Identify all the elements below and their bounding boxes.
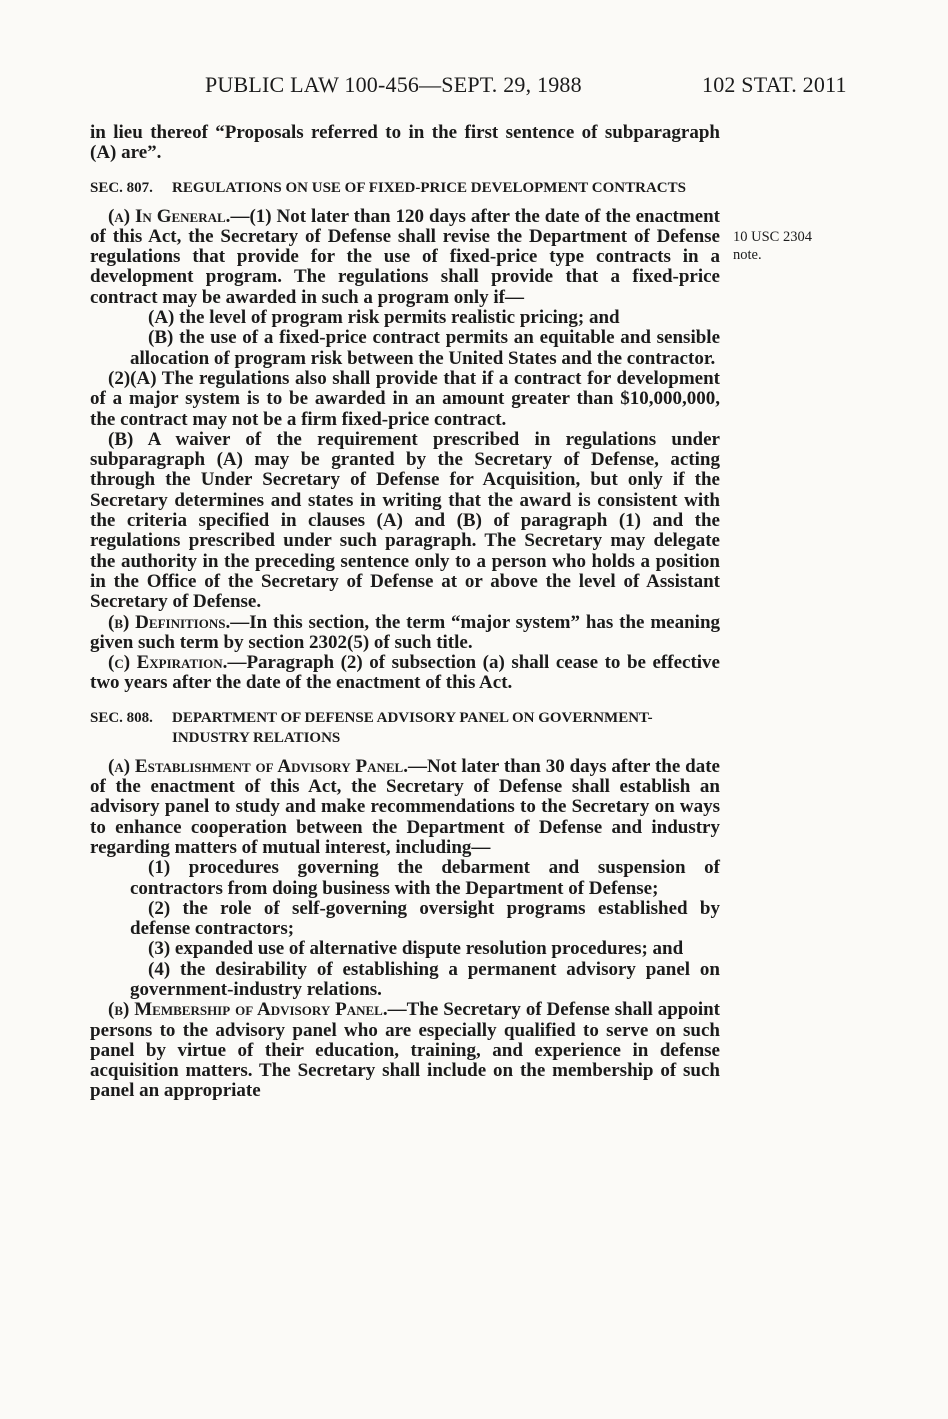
section-807-heading <box>90 178 720 198</box>
sec808-item-1: (1) procedures governing the debarment and suspension of contractors from doing business with the Department of Defense; <box>130 857 720 899</box>
sec808-item-3: (3) expanded use of alternative dispute resolution procedures; and <box>148 938 684 960</box>
section-808-heading <box>90 708 720 748</box>
sec807-a1-clause-B: (B) the use of a fixed-price contract permits an equitable and sensible allocation of program risk between the United States and the contractor. <box>130 327 720 369</box>
sec808-subsection-b <box>90 1000 720 1101</box>
sec807-c-label: (c) Expiration. <box>108 652 228 674</box>
sec807-a2-A: (2)(A) The regulations also shall provide that if a contract for development of a major system is to be awarded in an amount greater than $10,000,000, the contract may not be a firm fixed-price contract. <box>90 367 720 430</box>
header-title: PUBLIC LAW 100-456—SEPT. 29, 1988 <box>205 72 582 97</box>
sec808-subsection-a <box>90 757 720 858</box>
sec807-a2-B: (B) A waiver of the requirement prescribed in regulations under subparagraph (A) may be granted by the Secretary of Defense, acting through the Under Secretary of Defense for Acquisition, but only if the Secretary determines and states in writing that the award is consistent with the criteria specified in clauses (A) and (B) of paragraph (1) and the regulations prescribed under such paragraph. The Secretary may delegate the authority in the preceding sentence only to a person who holds a position in the Office of the Secretary of Defense at or above the level of Assistant Secretary of Defense. <box>90 428 720 613</box>
sec807-subsection-c <box>90 653 720 694</box>
sec808-a-text: —Not later than 30 days after the date of the enactment of this Act, the Secretary of Defense shall establish an advisory panel to study and make recommendations to the Secretary on ways to enhance cooperation between the Department of Defense and industry regarding matters of mutual interest, including— <box>90 755 720 858</box>
sec807-b-text: —In this section, the term “major system” has the meaning given such term by section 2302(5) of such title. <box>90 611 721 653</box>
section-807-title: REGULATIONS ON USE OF FIXED-PRICE DEVELOPMENT CONTRACTS <box>172 179 686 196</box>
header-page-ref: 102 STAT. 2011 <box>702 72 847 97</box>
section-808-number: SEC. 808. <box>90 709 153 726</box>
sec808-b-text: —The Secretary of Defense shall appoint persons to the advisory panel who are especially qualified to serve on such panel by virtue of their education, training, and experience in defense acquisition matters. The Secretary shall include on the membership of such panel an appropriate <box>90 999 720 1102</box>
section-807-number: SEC. 807. <box>90 179 153 196</box>
margin-note <box>733 228 853 264</box>
sec808-item-4: (4) the desirability of establishing a permanent advisory panel on government-industry relations. <box>130 958 720 1000</box>
continued-paragraph: in lieu thereof “Proposals referred to in the first sentence of subparagraph (A) are”. <box>90 122 720 164</box>
margin-note-label: note. <box>733 247 762 263</box>
sec808-b-label: (b) Membership of Advisory Panel. <box>108 999 388 1021</box>
sec807-c-text: —Paragraph (2) of subsection (a) shall cease to be effective two years after the date of the enactment of this Act. <box>90 652 720 694</box>
margin-note-citation: 10 USC 2304 <box>733 229 812 245</box>
sec807-a-text: —(1) Not later than 120 days after the date of the enactment of this Act, the Secretary of Defense shall revise the Department of Defense regulations that provide for the use of fixed-price type contracts in a development program. The regulations shall provide that a fixed-price contract may be awarded in such a program only if— <box>90 205 721 308</box>
sec807-a-label: (a) In General. <box>108 205 231 227</box>
sec807-subsection-a <box>90 207 720 308</box>
sec807-a1-clause-A: (A) the level of program risk permits realistic pricing; and <box>148 307 620 329</box>
sec808-item-2: (2) the role of self-governing oversight programs established by defense contractors; <box>130 897 720 940</box>
sec807-subsection-b <box>90 613 720 654</box>
sec807-b-label: (b) Definitions. <box>108 611 231 633</box>
sec808-a-label: (a) Establishment of Advisory Panel. <box>108 755 408 777</box>
section-808-title: DEPARTMENT OF DEFENSE ADVISORY PANEL ON GOVERNMENT-INDUSTRY RELATIONS <box>172 709 653 746</box>
body-text <box>90 123 720 1102</box>
